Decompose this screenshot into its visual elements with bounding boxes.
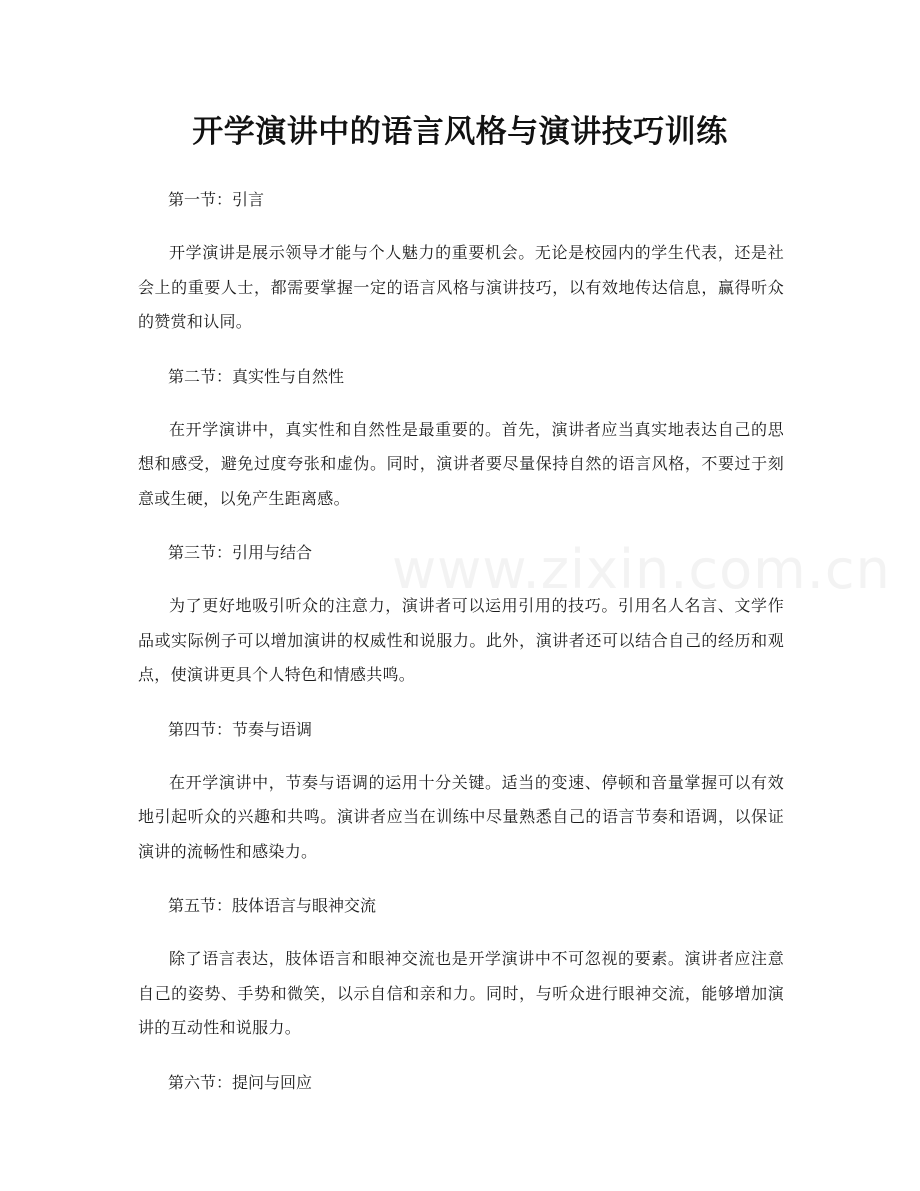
section-heading: 第四节：节奏与语调	[168, 719, 313, 739]
section-heading: 第一节：引言	[168, 190, 265, 209]
document-title: 开学演讲中的语言风格与演讲技巧训练	[192, 114, 728, 150]
section-heading: 第六节：提问与回应	[168, 1072, 313, 1092]
section-4	[138, 713, 784, 870]
section-heading: 第三节：引用与结合	[168, 543, 313, 562]
document-body	[138, 183, 784, 1119]
section-6	[138, 1066, 784, 1100]
section-paragraph: 在开学演讲中，节奏与语调的运用十分关键。适当的变速、停顿和音量掌握可以有效地引起听众的兴趣和共鸣。演讲者应当在训练中尽量熟悉自己的语言节奏和语调，以保证演讲的流畅性和感染力。	[138, 772, 784, 861]
section-3	[138, 536, 784, 693]
section-1	[138, 183, 784, 340]
section-paragraph: 在开学演讲中，真实性和自然性是最重要的。首先，演讲者应当真实地表达自己的思想和感受，避免过度夸张和虚伪。同时，演讲者要尽量保持自然的语言风格，不要过于刻意或生硬，以免产生距离感。	[138, 419, 784, 508]
section-paragraph: 为了更好地吸引听众的注意力，演讲者可以运用引用的技巧。引用名人名言、文学作品或实际例子可以增加演讲的权威性和说服力。此外，演讲者还可以结合自己的经历和观点，使演讲更具个人特色和情感共鸣。	[138, 596, 784, 684]
section-heading: 第二节：真实性与自然性	[168, 366, 345, 386]
section-paragraph: 除了语言表达，肢体语言和眼神交流也是开学演讲中不可忽视的要素。演讲者应注意自己的姿势、手势和微笑，以示自信和亲和力。同时，与听众进行眼神交流，能够增加演讲的互动性和说服力。	[138, 949, 784, 1037]
section-2	[138, 360, 784, 517]
watermark: www.zixin.com.cn	[392, 538, 891, 601]
section-5	[138, 889, 784, 1046]
section-heading: 第五节：肢体语言与眼神交流	[168, 896, 377, 915]
section-paragraph: 开学演讲是展示领导才能与个人魅力的重要机会。无论是校园内的学生代表，还是社会上的重要人士，都需要掌握一定的语言风格与演讲技巧，以有效地传达信息，赢得听众的赞赏和认同。	[138, 243, 784, 331]
